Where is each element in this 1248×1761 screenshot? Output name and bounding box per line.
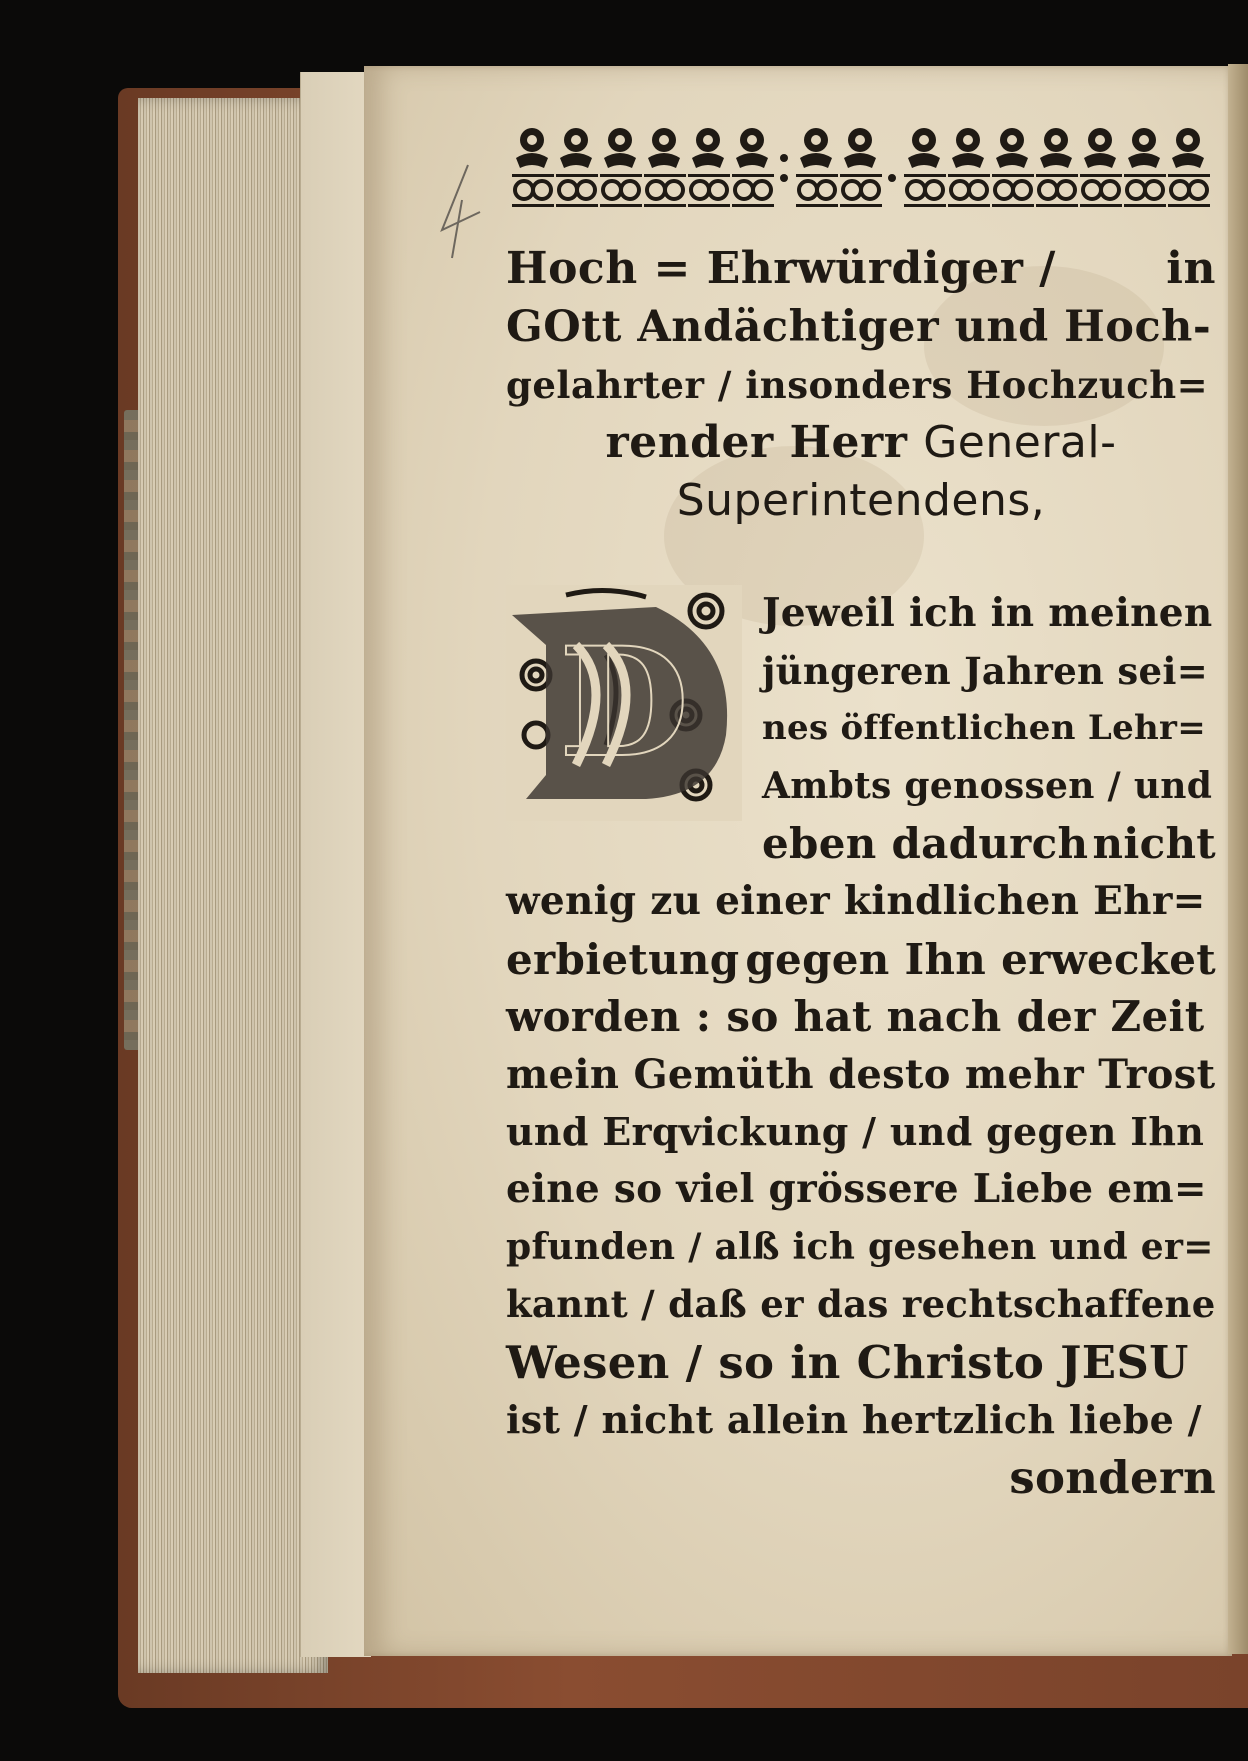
heading-line — [506, 472, 1216, 530]
heading-text: in — [1166, 243, 1216, 294]
line-text: Ambts genossen / und — [762, 764, 1213, 807]
handwritten-pencil-mark — [428, 160, 488, 260]
body-line — [506, 988, 1216, 1046]
body-line — [506, 1161, 1216, 1219]
heading-text: GOtt Andächtiger und Hoch- — [506, 302, 1212, 352]
heading-text-roman: Superintendens, — [676, 475, 1046, 526]
line-text: nicht — [1092, 819, 1216, 869]
body-line — [762, 758, 1216, 816]
heading-text: render Herr — [605, 417, 908, 468]
line-text: ist / nicht allein hertzlich liebe / — [506, 1397, 1202, 1443]
body-line — [506, 1276, 1216, 1334]
body-line — [506, 1391, 1216, 1449]
line-text: jüngeren Jahren sei= — [762, 648, 1209, 693]
heading-text: Hoch = Ehrwürdiger / — [506, 243, 1056, 294]
body-line — [506, 1103, 1216, 1161]
body-line — [762, 643, 1216, 701]
heading-line — [506, 298, 1216, 356]
line-text: worden : so hat nach der Zeit — [506, 992, 1205, 1042]
line-text: mein Gemüth desto mehr Trost — [506, 1050, 1216, 1098]
body-line — [506, 1219, 1216, 1277]
heading-text: gelahrter / insonders Hochzuch= — [506, 363, 1209, 407]
line-text: wenig zu einer kindlichen Ehr= — [506, 877, 1206, 924]
title-heading — [506, 240, 1216, 530]
body-line — [506, 873, 1216, 931]
line-text: gegen Ihn erwecket — [745, 934, 1216, 984]
heading-line — [506, 240, 1216, 298]
page-right-edge — [1228, 64, 1248, 1654]
drop-cap-letter: D — [558, 615, 690, 791]
line-text: erbietung — [506, 934, 740, 984]
line-text: kannt / daß er das rechtschaffene — [506, 1282, 1216, 1327]
catchword-line — [506, 1449, 1216, 1507]
heading-line — [506, 356, 1216, 414]
body-text — [506, 585, 1216, 1507]
heading-text-roman: General- — [923, 417, 1117, 468]
heading-line — [506, 414, 1216, 472]
body-line — [506, 931, 1216, 989]
catchword: sondern — [1009, 1450, 1216, 1504]
body-line — [762, 700, 1216, 758]
line-text: und Erqvickung / und gegen Ihn — [506, 1109, 1205, 1155]
body-line — [506, 1334, 1216, 1392]
line-text: eben dadurch — [762, 819, 1089, 869]
body-line — [762, 585, 1216, 643]
printer-ornament-band — [512, 118, 1212, 210]
line-text: eine so viel grössere Liebe em= — [506, 1165, 1207, 1212]
line-text: Wesen / so in Christo JESU — [506, 1335, 1189, 1389]
body-line — [506, 1046, 1216, 1104]
line-text: pfunden / alß ich gesehen und er= — [506, 1225, 1214, 1268]
body-line — [762, 815, 1216, 873]
page-gutter — [300, 72, 371, 1657]
line-text: Jeweil ich in meinen — [762, 590, 1213, 636]
line-text: nes öffentlichen Lehr= — [762, 708, 1207, 749]
